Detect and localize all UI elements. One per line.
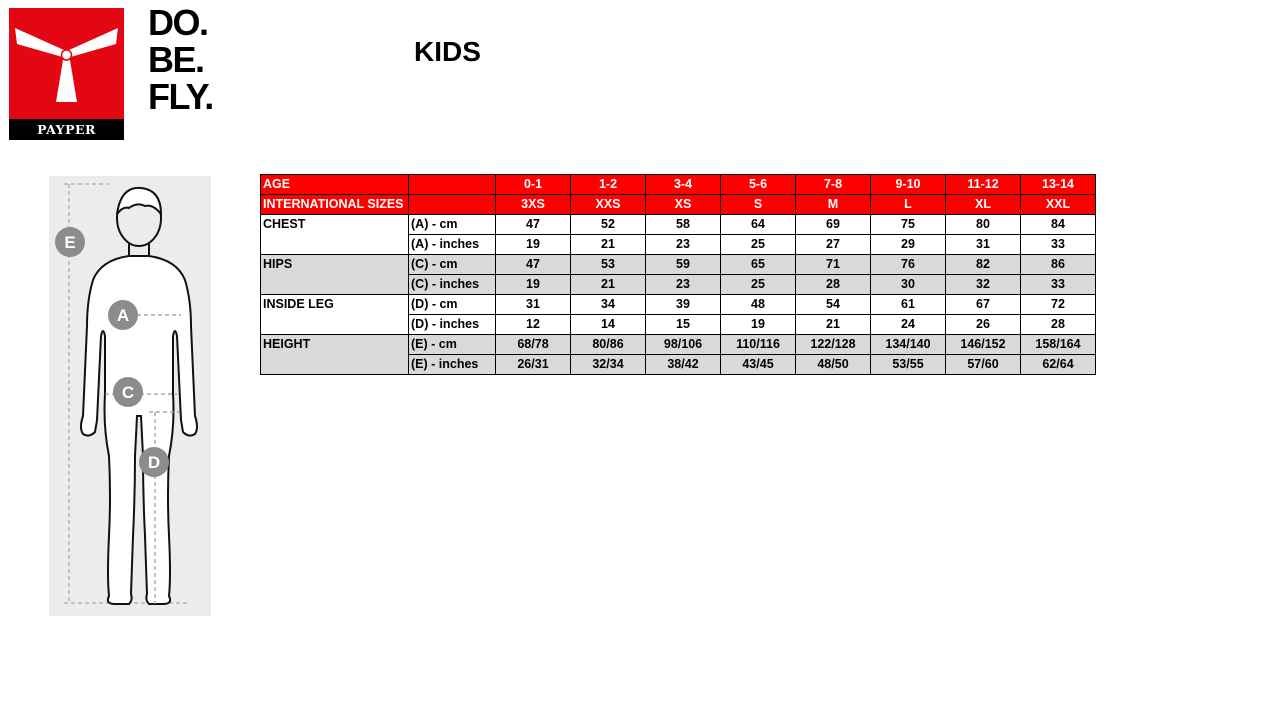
value-cell: 23	[646, 235, 721, 255]
unit-label: (A) - cm	[409, 215, 496, 235]
value-cell: 82	[946, 255, 1021, 275]
value-cell: 53/55	[871, 355, 946, 375]
value-cell: 31	[496, 295, 571, 315]
measurement-name: INSIDE LEG	[261, 295, 409, 335]
value-cell: 72	[1021, 295, 1096, 315]
header-row-label: INTERNATIONAL SIZES	[261, 195, 409, 215]
value-cell: 21	[571, 275, 646, 295]
value-cell: 84	[1021, 215, 1096, 235]
value-cell: 25	[721, 275, 796, 295]
header-cell: XL	[946, 195, 1021, 215]
header-cell: L	[871, 195, 946, 215]
value-cell: 86	[1021, 255, 1096, 275]
value-cell: 38/42	[646, 355, 721, 375]
value-cell: 75	[871, 215, 946, 235]
unit-label: (C) - inches	[409, 275, 496, 295]
brand-name: PAYPER	[9, 119, 124, 140]
header-row	[261, 195, 1096, 215]
header-cell: 11-12	[946, 175, 1021, 195]
value-cell: 76	[871, 255, 946, 275]
header-cell: XXL	[1021, 195, 1096, 215]
marker-c: C	[121, 383, 135, 402]
value-cell: 43/45	[721, 355, 796, 375]
value-cell: 48/50	[796, 355, 871, 375]
value-cell: 47	[496, 255, 571, 275]
value-cell: 19	[721, 315, 796, 335]
unit-label: (D) - cm	[409, 295, 496, 315]
unit-label: (A) - inches	[409, 235, 496, 255]
value-cell: 24	[871, 315, 946, 335]
value-cell: 33	[1021, 235, 1096, 255]
value-cell: 28	[796, 275, 871, 295]
header-cell: 5-6	[721, 175, 796, 195]
value-cell: 64	[721, 215, 796, 235]
value-cell: 19	[496, 235, 571, 255]
child-silhouette-icon	[49, 176, 211, 616]
value-cell: 67	[946, 295, 1021, 315]
brand-logo	[9, 8, 124, 140]
header-cell: 7-8	[796, 175, 871, 195]
value-cell: 21	[796, 315, 871, 335]
header-row	[261, 175, 1096, 195]
value-cell: 15	[646, 315, 721, 335]
value-cell: 134/140	[871, 335, 946, 355]
value-cell: 146/152	[946, 335, 1021, 355]
value-cell: 71	[796, 255, 871, 275]
value-cell: 57/60	[946, 355, 1021, 375]
value-cell: 98/106	[646, 335, 721, 355]
value-cell: 59	[646, 255, 721, 275]
unit-label: (D) - inches	[409, 315, 496, 335]
header-cell: XS	[646, 195, 721, 215]
value-cell: 29	[871, 235, 946, 255]
body-measurement-figure	[49, 176, 211, 616]
value-cell: 33	[1021, 275, 1096, 295]
measurement-name: HIPS	[261, 255, 409, 295]
value-cell: 61	[871, 295, 946, 315]
value-cell: 53	[571, 255, 646, 275]
value-cell: 65	[721, 255, 796, 275]
value-cell: 69	[796, 215, 871, 235]
slogan-line: BE.	[148, 39, 204, 80]
size-chart-table	[260, 174, 1096, 375]
value-cell: 54	[796, 295, 871, 315]
header-cell: XXS	[571, 195, 646, 215]
value-cell: 122/128	[796, 335, 871, 355]
value-cell: 52	[571, 215, 646, 235]
measurement-name: HEIGHT	[261, 335, 409, 375]
value-cell: 62/64	[1021, 355, 1096, 375]
header-cell: 3XS	[496, 195, 571, 215]
value-cell: 31	[946, 235, 1021, 255]
value-cell: 80	[946, 215, 1021, 235]
header-cell: 1-2	[571, 175, 646, 195]
value-cell: 12	[496, 315, 571, 335]
slogan-line: DO.	[148, 2, 208, 43]
value-cell: 19	[496, 275, 571, 295]
value-cell: 68/78	[496, 335, 571, 355]
header-row-label: AGE	[261, 175, 409, 195]
table-row	[261, 335, 1096, 355]
value-cell: 26	[946, 315, 1021, 335]
value-cell: 23	[646, 275, 721, 295]
page-title: KIDS	[414, 36, 481, 67]
value-cell: 32/34	[571, 355, 646, 375]
marker-a: A	[116, 306, 130, 325]
unit-label: (C) - cm	[409, 255, 496, 275]
table-row	[261, 295, 1096, 315]
value-cell: 39	[646, 295, 721, 315]
marker-e: E	[64, 233, 76, 252]
table-row	[261, 255, 1096, 275]
slogan-line: FLY.	[148, 76, 213, 117]
header-row-spacer	[409, 175, 496, 195]
header-cell: M	[796, 195, 871, 215]
unit-label: (E) - cm	[409, 335, 496, 355]
header-cell: 3-4	[646, 175, 721, 195]
marker-d: D	[147, 453, 161, 472]
value-cell: 47	[496, 215, 571, 235]
value-cell: 27	[796, 235, 871, 255]
header-cell: 13-14	[1021, 175, 1096, 195]
header-cell: 0-1	[496, 175, 571, 195]
header-row-spacer	[409, 195, 496, 215]
value-cell: 14	[571, 315, 646, 335]
value-cell: 21	[571, 235, 646, 255]
slogan	[148, 4, 213, 115]
value-cell: 110/116	[721, 335, 796, 355]
table-row	[261, 215, 1096, 235]
header-cell: 9-10	[871, 175, 946, 195]
value-cell: 28	[1021, 315, 1096, 335]
unit-label: (E) - inches	[409, 355, 496, 375]
value-cell: 30	[871, 275, 946, 295]
value-cell: 25	[721, 235, 796, 255]
value-cell: 26/31	[496, 355, 571, 375]
header-cell: S	[721, 195, 796, 215]
value-cell: 32	[946, 275, 1021, 295]
value-cell: 48	[721, 295, 796, 315]
value-cell: 34	[571, 295, 646, 315]
value-cell: 58	[646, 215, 721, 235]
value-cell: 158/164	[1021, 335, 1096, 355]
value-cell: 80/86	[571, 335, 646, 355]
propeller-icon	[9, 8, 124, 119]
measurement-name: CHEST	[261, 215, 409, 255]
